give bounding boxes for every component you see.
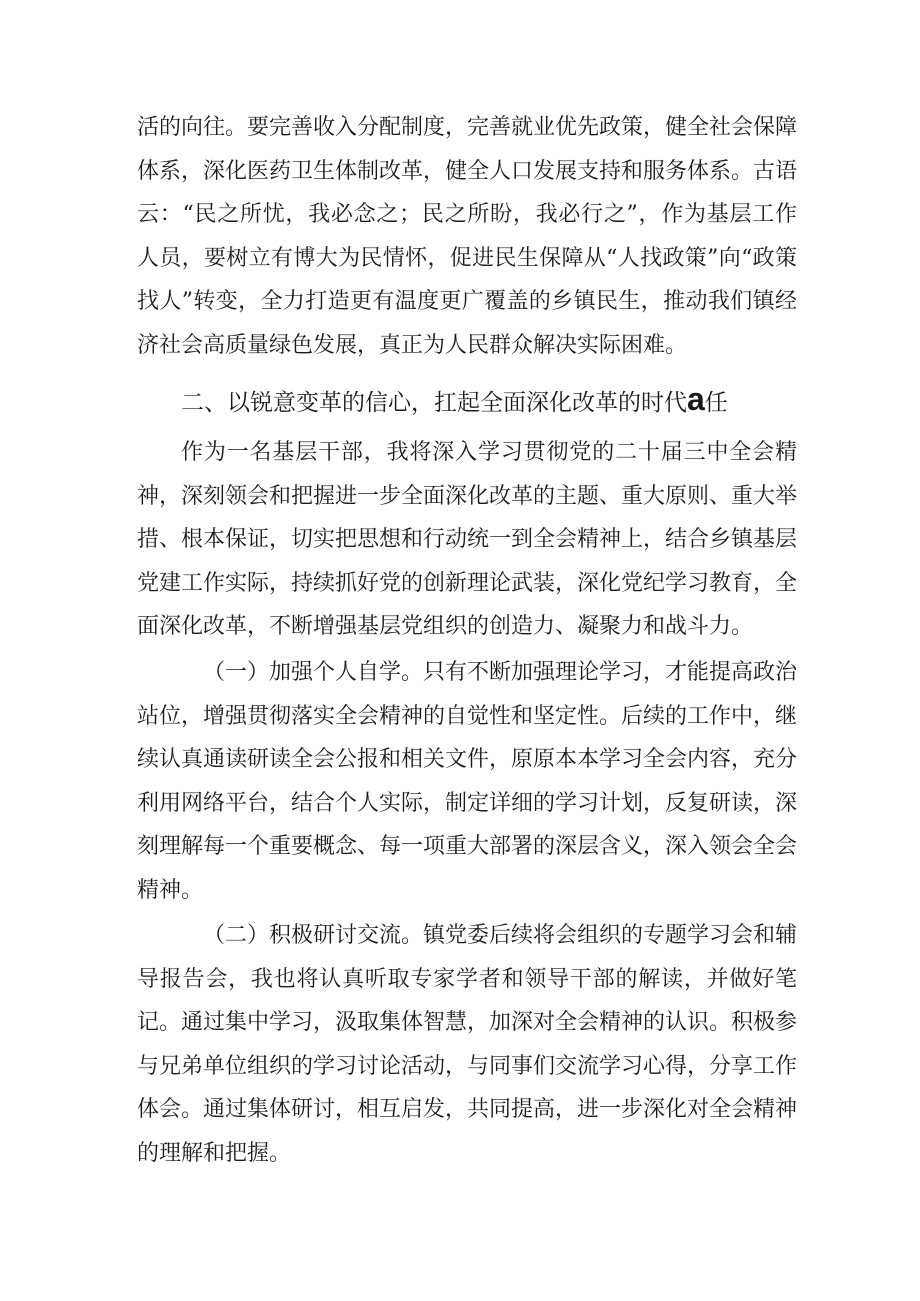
- section-heading-2-text: 二、以锐意变革的信心，扛起全面深化改革的时代: [181, 390, 687, 416]
- paragraph-subsection-1: （一）加强个人自学。只有不断加强理论学习，才能提高政治站位，增强贯彻落实全会精神的自觉性和坚定性。后续的工作中，继续认真通读研读全会公报和相关文件，原原本本学习全会内容，充分利用网络平台，结合个人实际，制定详细的学习计划，反复研读，深刻理解每一个重要概念、每一项重大部署的深层含义，深入领会全会精神。: [137, 660, 798, 903]
- paragraph-subsection-2: （二）积极研讨交流。镇党委后续将会组织的专题学习会和辅导报告会，我也将认真听取专家学者和领导干部的解读，并做好笔记。通过集中学习，汲取集体智慧，加深对全会精神的认识。积极参与兄弟单位组织的学习讨论活动，与同事们交流学习心得，分享工作体会。通过集体研讨，相互启发，共同提高，进一步深化对全会精神的理解和把握。: [137, 923, 798, 1166]
- paragraph-continuation: 活的向往。要完善收入分配制度，完善就业优先政策，健全社会保障体系，深化医药卫生体制改革，健全人口发展支持和服务体系。古语云：“民之所忧，我必念之；民之所盼，我必行之”，作为基层工作人员，要树立有博大为民情怀，促进民生保障从“人找政策”向“政策找人”转变，全力打造更有温度更广覆盖的乡镇民生，推动我们镇经济社会高质量绿色发展，真正为人民群众解决实际困难。: [137, 115, 798, 358]
- section-heading-2-tail: 任: [704, 390, 728, 416]
- paragraph-intro: 作为一名基层干部，我将深入学习贯彻党的二十届三中全会精神，深刻领会和把握进一步全面深化改革的主题、重大原则、重大举措、根本保证，切实把思想和行动统一到全会精神上，结合乡镇基层党建工作实际，持续抓好党的创新理论武装，深化党纪学习教育，全面深化改革，不断增强基层党组织的创造力、凝聚力和战斗力。: [137, 440, 798, 640]
- section-heading-2: [181, 381, 801, 425]
- section-heading-2-glyph: a: [687, 381, 705, 417]
